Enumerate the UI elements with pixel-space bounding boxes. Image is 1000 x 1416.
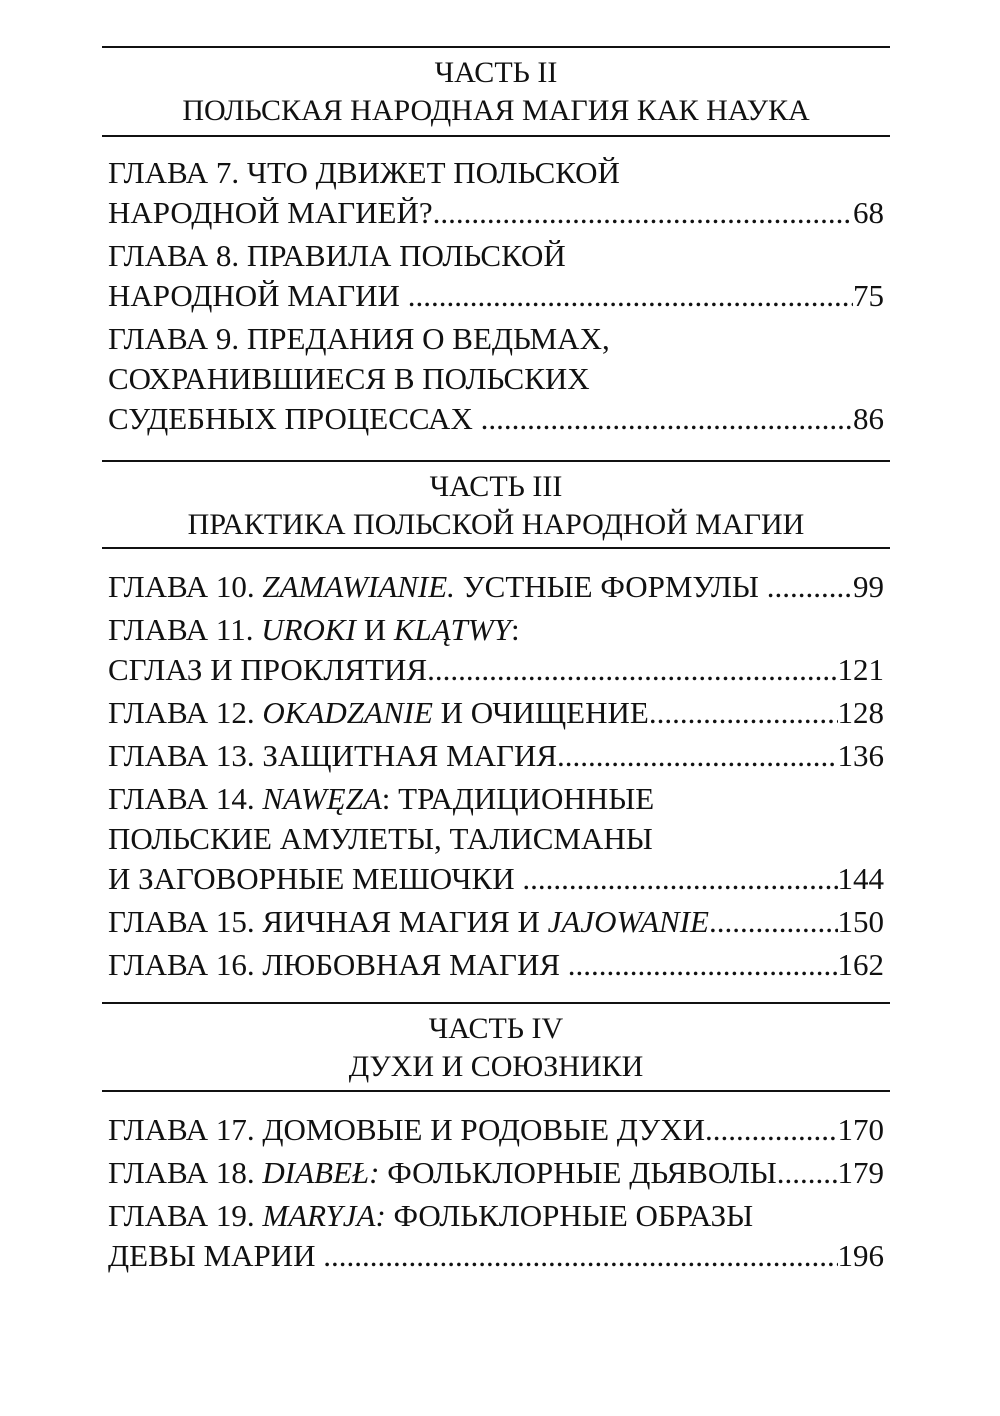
toc-entry-chapter-18[interactable] <box>108 1153 884 1193</box>
chapter-title: ГЛАВА 10. ZAMAWIANIE. УСТНЫЕ ФОРМУЛЫ <box>108 569 767 604</box>
chapter-title-line: ГЛАВА 9. ПРЕДАНИЯ О ВЕДЬМАХ, <box>108 321 610 356</box>
page-number: 86 <box>853 401 884 436</box>
dot-leader <box>705 1110 837 1150</box>
page-number: 144 <box>837 861 884 896</box>
toc-entry-chapter-17[interactable] <box>108 1110 884 1150</box>
dot-leader <box>427 650 837 690</box>
chapter-title: ГЛАВА 17. ДОМОВЫЕ И РОДОВЫЕ ДУХИ <box>108 1112 706 1147</box>
dot-leader <box>433 193 853 233</box>
page-number: 128 <box>837 695 884 730</box>
part-4-title: ДУХИ И СОЮЗНИКИ <box>348 1050 644 1083</box>
dot-leader <box>323 1236 837 1276</box>
page-number: 136 <box>837 738 884 773</box>
chapter-title-line: СУДЕБНЫХ ПРОЦЕССАХ <box>108 401 481 436</box>
toc-entry-chapter-14[interactable] <box>108 779 884 899</box>
table-of-contents <box>102 46 890 1279</box>
part-4-chapters <box>102 1092 890 1276</box>
toc-entry-chapter-19[interactable] <box>108 1196 884 1276</box>
part-3-chapters <box>102 549 890 1002</box>
dot-leader <box>408 276 853 316</box>
chapter-title-line: ПОЛЬСКИЕ АМУЛЕТЫ, ТАЛИСМАНЫ <box>108 821 653 856</box>
chapter-title-line: СОХРАНИВШИЕСЯ В ПОЛЬСКИХ <box>108 361 590 396</box>
chapter-title: ГЛАВА 18. DIABEŁ: ФОЛЬКЛОРНЫЕ ДЬЯВОЛЫ <box>108 1155 777 1190</box>
part-2-title: ПОЛЬСКАЯ НАРОДНАЯ МАГИЯ КАК НАУКА <box>182 94 810 127</box>
chapter-title-line: И ЗАГОВОРНЫЕ МЕШОЧКИ <box>108 861 523 896</box>
toc-entry-chapter-9[interactable] <box>108 319 884 439</box>
page-number: 68 <box>853 195 884 230</box>
part-3-title: ПРАКТИКА ПОЛЬСКОЙ НАРОДНОЙ МАГИИ <box>187 508 805 541</box>
chapter-title-line: ДЕВЫ МАРИИ <box>108 1238 324 1273</box>
part-4-heading <box>102 1004 890 1090</box>
chapter-title-line: ГЛАВА 7. ЧТО ДВИЖЕТ ПОЛЬСКОЙ <box>108 155 620 190</box>
part-2-chapters <box>102 137 890 460</box>
part-2-heading <box>102 48 890 135</box>
chapter-title: ГЛАВА 15. ЯИЧНАЯ МАГИЯ И JAJOWANIE <box>108 904 709 939</box>
dot-leader <box>568 945 838 985</box>
dot-leader <box>777 1153 838 1193</box>
toc-entry-chapter-13[interactable] <box>108 736 884 776</box>
dot-leader <box>649 693 838 733</box>
toc-entry-chapter-11[interactable] <box>108 610 884 690</box>
chapter-title-line: ГЛАВА 8. ПРАВИЛА ПОЛЬСКОЙ <box>108 238 566 273</box>
toc-entry-chapter-16[interactable] <box>108 945 884 985</box>
chapter-title-line: НАРОДНОЙ МАГИЕЙ? <box>108 195 433 230</box>
chapter-title-line: ГЛАВА 11. UROKI И KLĄTWY: <box>108 612 520 647</box>
part-3-heading <box>102 462 890 547</box>
page-number: 179 <box>837 1155 884 1190</box>
dot-leader <box>557 736 837 776</box>
chapter-title-line: ГЛАВА 14. NAWĘZA: ТРАДИЦИОННЫЕ <box>108 781 655 816</box>
page-number: 75 <box>853 278 884 313</box>
chapter-title: ГЛАВА 16. ЛЮБОВНАЯ МАГИЯ <box>108 947 568 982</box>
toc-entry-chapter-7[interactable] <box>108 153 884 233</box>
toc-entry-chapter-10[interactable] <box>108 567 884 607</box>
dot-leader <box>767 567 853 607</box>
dot-leader <box>481 399 853 439</box>
dot-leader <box>522 859 837 899</box>
chapter-title-line: НАРОДНОЙ МАГИИ <box>108 278 408 313</box>
chapter-title-line: ГЛАВА 19. MARYJA: ФОЛЬКЛОРНЫЕ ОБРАЗЫ <box>108 1198 754 1233</box>
page-number: 170 <box>837 1112 884 1147</box>
chapter-title-line: СГЛАЗ И ПРОКЛЯТИЯ <box>108 652 428 687</box>
toc-entry-chapter-8[interactable] <box>108 236 884 316</box>
chapter-title: ГЛАВА 13. ЗАЩИТНАЯ МАГИЯ <box>108 738 558 773</box>
page-number: 162 <box>837 947 884 982</box>
part-4-label: ЧАСТЬ IV <box>428 1012 564 1045</box>
page-number: 99 <box>853 569 884 604</box>
page-number: 196 <box>837 1238 884 1273</box>
part-2-label: ЧАСТЬ II <box>434 56 558 89</box>
toc-entry-chapter-15[interactable] <box>108 902 884 942</box>
dot-leader <box>709 902 838 942</box>
part-3-label: ЧАСТЬ III <box>429 470 563 503</box>
chapter-title: ГЛАВА 12. OKADZANIE И ОЧИЩЕНИЕ <box>108 695 649 730</box>
page-number: 121 <box>837 652 884 687</box>
page-number: 150 <box>837 904 884 939</box>
toc-entry-chapter-12[interactable] <box>108 693 884 733</box>
